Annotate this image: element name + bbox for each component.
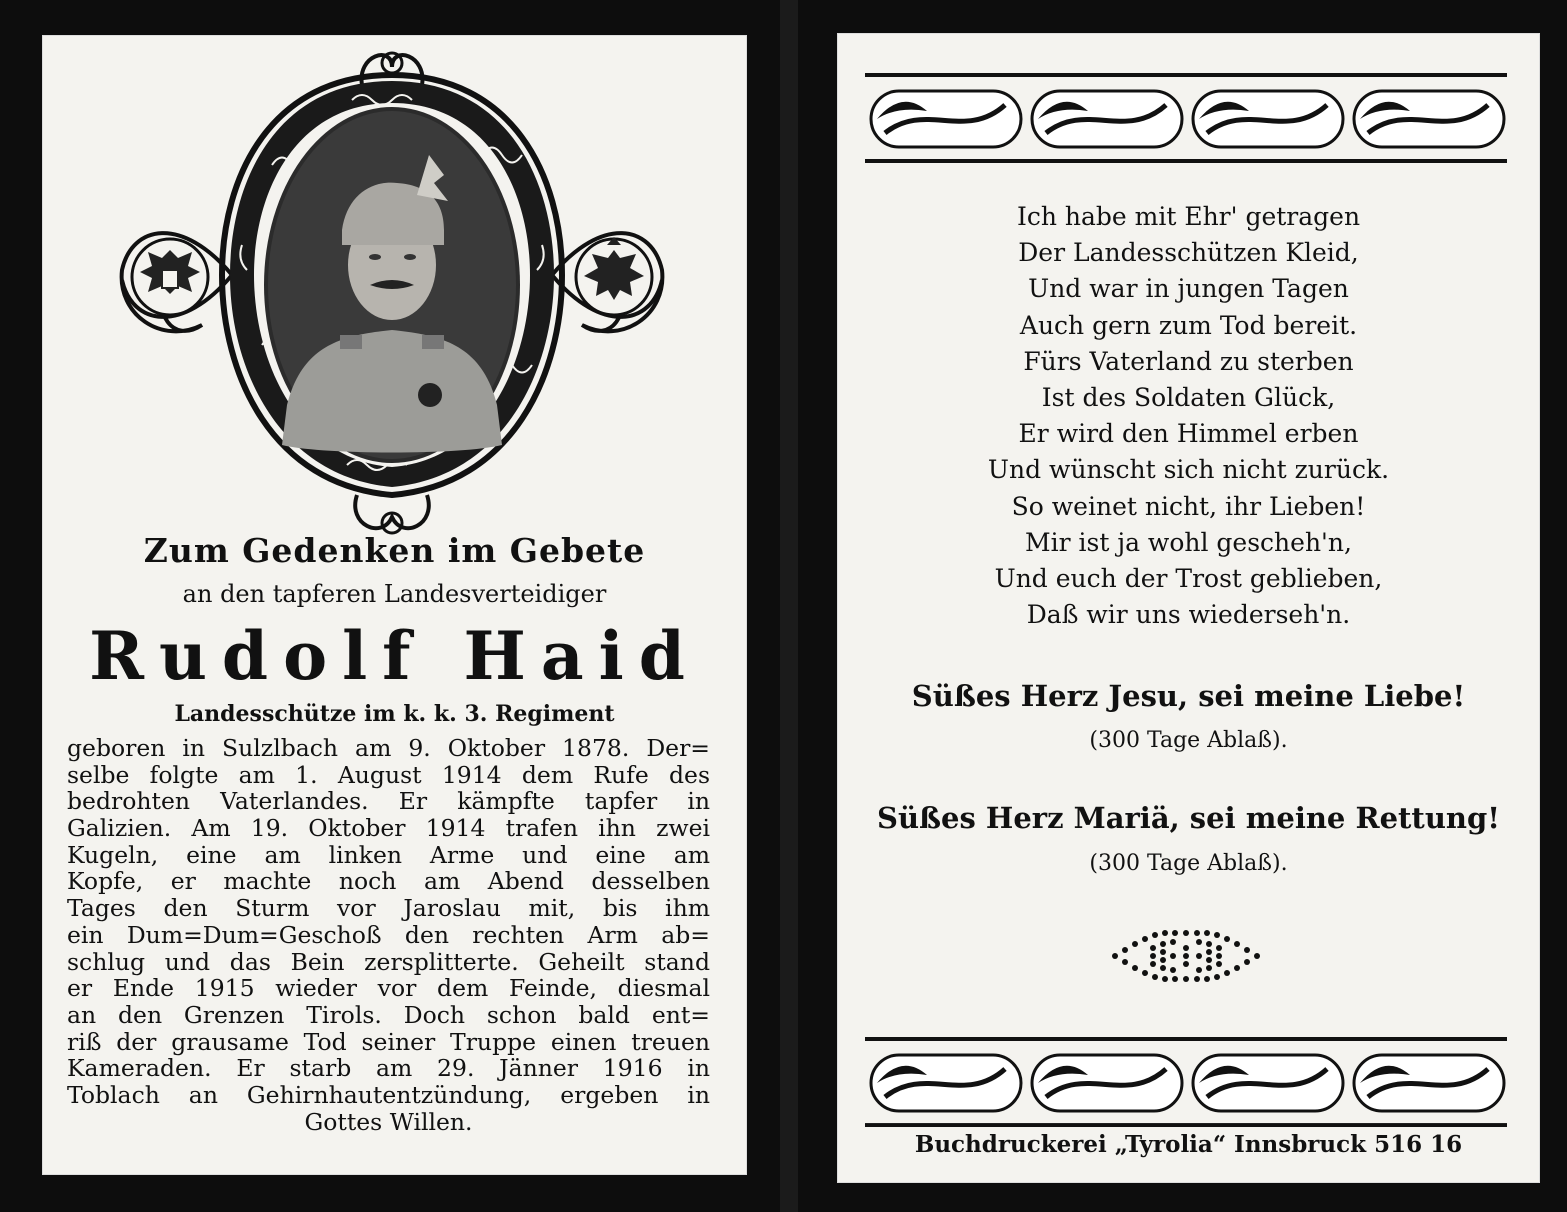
- memorial-card-back: [837, 33, 1540, 1183]
- memorial-card-front: [42, 35, 747, 1175]
- biography-line: er Ende 1915 wieder vor dem Feinde, diesmal: [67, 974, 710, 1003]
- poem-line: So weinet nicht, ihr Lieben!: [1011, 491, 1366, 521]
- tyrolean-eagle-icon: [576, 237, 652, 315]
- dot-ornament: [1105, 928, 1267, 984]
- poem-line: Und euch der Trost geblieben,: [994, 564, 1383, 594]
- poem-line: Und wünscht sich nicht zurück.: [987, 455, 1390, 485]
- biography-line: Gottes Willen.: [304, 1107, 473, 1136]
- biography-line: Kopfe, er machte noch am Abend desselben: [67, 867, 710, 896]
- prayer-heart-mary: Süßes Herz Mariä, sei meine Rettung!: [877, 801, 1500, 835]
- printer-imprint: Buchdruckerei „Tyrolia“ Innsbruck 516 16: [914, 1131, 1463, 1158]
- poem-line: Der Landesschützen Kleid,: [1018, 238, 1359, 268]
- biography-line: Galizien. Am 19. Oktober 1914 trafen ihn zwei: [67, 814, 710, 843]
- biography-line: Kameraden. Er starb am 29. Jänner 1916 in: [67, 1054, 710, 1083]
- rank-line: Landesschütze im k. k. 3. Regiment: [174, 701, 615, 727]
- biography-line: schlug und das Bein zersplitterte. Geheilt stand: [67, 947, 710, 976]
- biography-text: [67, 735, 710, 1135]
- poem-line: Und war in jungen Tagen: [1028, 274, 1349, 304]
- art-nouveau-ornament-band: [865, 71, 1507, 165]
- biography-line: Toblach an Gehirnhautentzündung, ergeben in: [67, 1080, 710, 1109]
- biography-line: Tages den Sturm vor Jaroslau mit, bis ihm: [67, 894, 710, 923]
- memorial-heading: Zum Gedenken im Gebete: [143, 531, 646, 570]
- deceased-name: Rudolf Haid: [89, 617, 700, 695]
- biography-line: Kugeln, eine am linken Arme und eine am: [67, 840, 710, 869]
- biography-line: geboren in Sulzlbach am 9. Oktober 1878. Der=: [67, 734, 710, 762]
- double-headed-eagle-icon: [132, 239, 208, 315]
- dedication-line: an den tapferen Landesverteidiger: [182, 580, 607, 608]
- prayer-sacred-heart-jesus: Süßes Herz Jesu, sei meine Liebe!: [911, 679, 1466, 713]
- portrait-photo: [268, 111, 516, 459]
- poem-line: Er wird den Himmel erben: [1018, 419, 1359, 449]
- biography-line: bedrohten Vaterlandes. Er kämpfte tapfer in: [67, 787, 710, 816]
- printer-rule: [865, 1123, 1507, 1124]
- portrait-frame: [92, 45, 692, 545]
- poem-line: Fürs Vaterland zu sterben: [1023, 346, 1354, 376]
- poem: [837, 199, 1540, 633]
- biography-line: riß der grausame Tod seiner Truppe einen treuen: [67, 1027, 710, 1056]
- art-nouveau-ornament-band: [865, 1035, 1507, 1129]
- biography-line: ein Dum=Dum=Geschoß den rechten Arm ab=: [67, 920, 710, 949]
- poem-line: Auch gern zum Tod bereit.: [1019, 310, 1358, 340]
- booklet-spine: [780, 0, 798, 1212]
- poem-line: Ist des Soldaten Glück,: [1041, 383, 1336, 413]
- poem-line: Daß wir uns wiederseh'n.: [1026, 600, 1351, 630]
- indulgence-note: (300 Tage Ablaß).: [1089, 728, 1288, 753]
- poem-line: Ich habe mit Ehr' getragen: [1016, 202, 1361, 231]
- biography-line: an den Grenzen Tirols. Doch schon bald ent=: [67, 1000, 710, 1029]
- indulgence-note: (300 Tage Ablaß).: [1089, 851, 1288, 876]
- poem-line: Mir ist ja wohl gescheh'n,: [1025, 527, 1352, 557]
- biography-line: selbe folgte am 1. August 1914 dem Rufe des: [67, 760, 710, 789]
